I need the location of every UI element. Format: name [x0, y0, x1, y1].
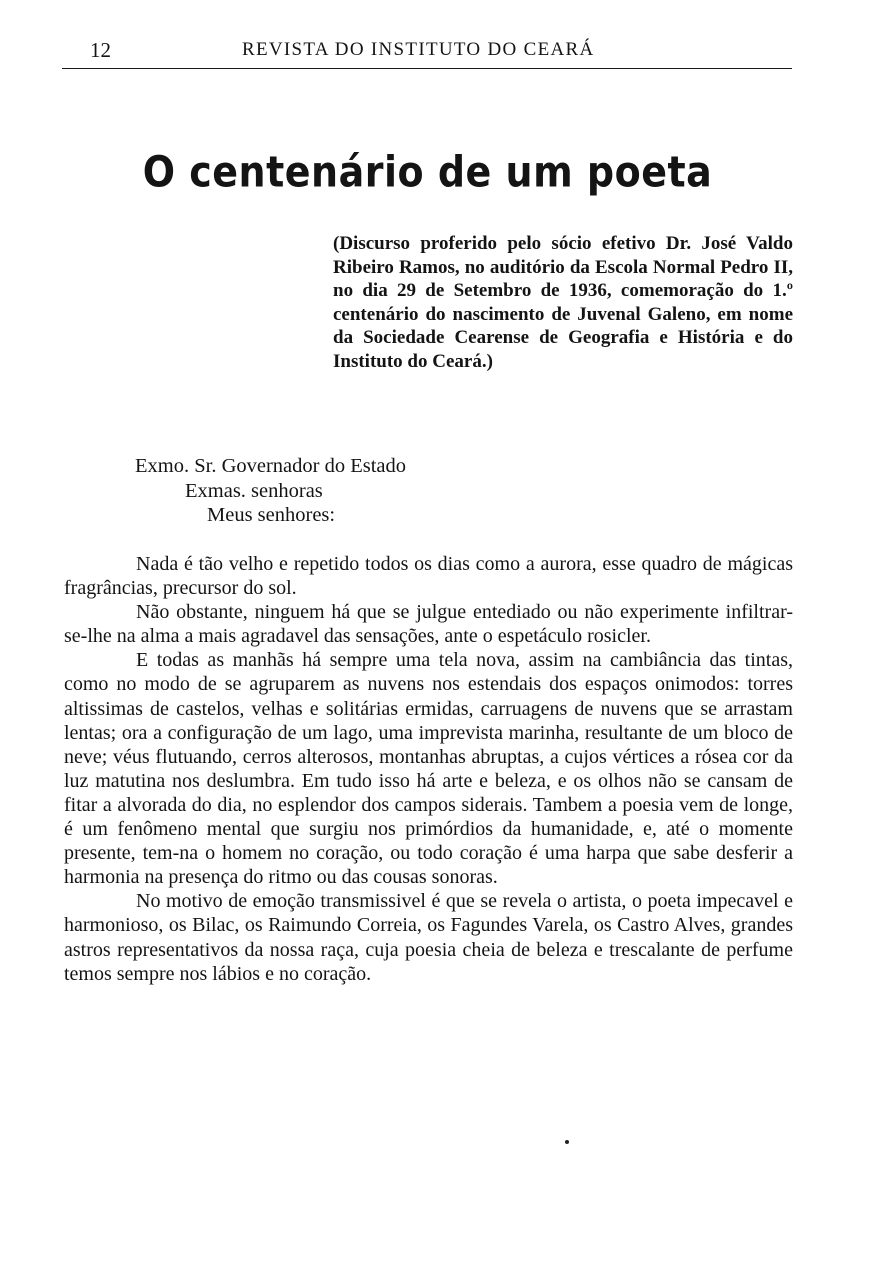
body-paragraph: E todas as manhãs há sempre uma tela nova, assim na cambiância das tintas, como no modo de se agruparem as nuvens nos estendais dos espaços onimodos: torres altissimas de castelos, velhas e solitárias ermidas, carruagens de nuvens que se arrastam lentas; ora a configuração de um lago, uma imprevista marinha, resultante de um bloco de neve; véus flutuando, cerros alterosos, montanhas abruptas, a cujos vértices a rósea cor da luz matutina nos deslumbra. Em tudo isso há arte e beleza, e os olhos não se cansam de fitar a alvorada do dia, no esplendor dos campos siderais. Tambem a poesia vem de longe, é um fenômeno mental que surgiu nos primórdios da humanidade, e, até o momente presente, tem-na o homem no coração, ou todo coração é uma harpa que sabe desferir a harmonia na presença do ritmo ou das cousas sonoras.: [64, 649, 793, 889]
article-subtitle: (Discurso proferido pelo sócio efetivo Dr. José Valdo Ribeiro Ramos, no auditório da Escola Normal Pedro II, no dia 29 de Setembro de 1936, comemoração do 1.º centenário do nascimento de Juvenal Galeno, em nome da Sociedade Cearense de Geografia e História e do Instituto do Ceará.): [333, 233, 793, 372]
page-header: [62, 36, 792, 69]
salutation-line: Exmas. senhoras: [185, 480, 323, 502]
running-head: REVISTA DO INSTITUTO DO CEARÁ: [242, 39, 595, 60]
salutation-line: Meus senhores:: [207, 504, 336, 526]
article-body: [64, 552, 793, 986]
body-paragraph: No motivo de emoção transmissivel é que se revela o artista, o poeta impecavel e harmonioso, os Bilac, os Raimundo Correia, os Fagundes Varela, os Castro Alves, grandes astros representativos da nossa raça, cuja poesia cheia de beleza e trescalante de perfume temos sempre nos lábios e no coração.: [64, 890, 793, 985]
body-paragraph: Nada é tão velho e repetido todos os dias como a aurora, esse quadro de mágicas fragrâncias, precursor do sol.: [64, 553, 793, 600]
salutation-line: Exmo. Sr. Governador do Estado: [135, 455, 407, 477]
page-number: 12: [90, 38, 111, 62]
body-paragraph: Não obstante, ninguem há que se julgue entediado ou não experimente infiltrar-se-lhe na alma a mais agradavel das sensações, ante o espetáculo rosicler.: [64, 601, 793, 648]
article-title: O centenário de um poeta: [142, 147, 713, 197]
print-speck: [565, 1140, 569, 1144]
